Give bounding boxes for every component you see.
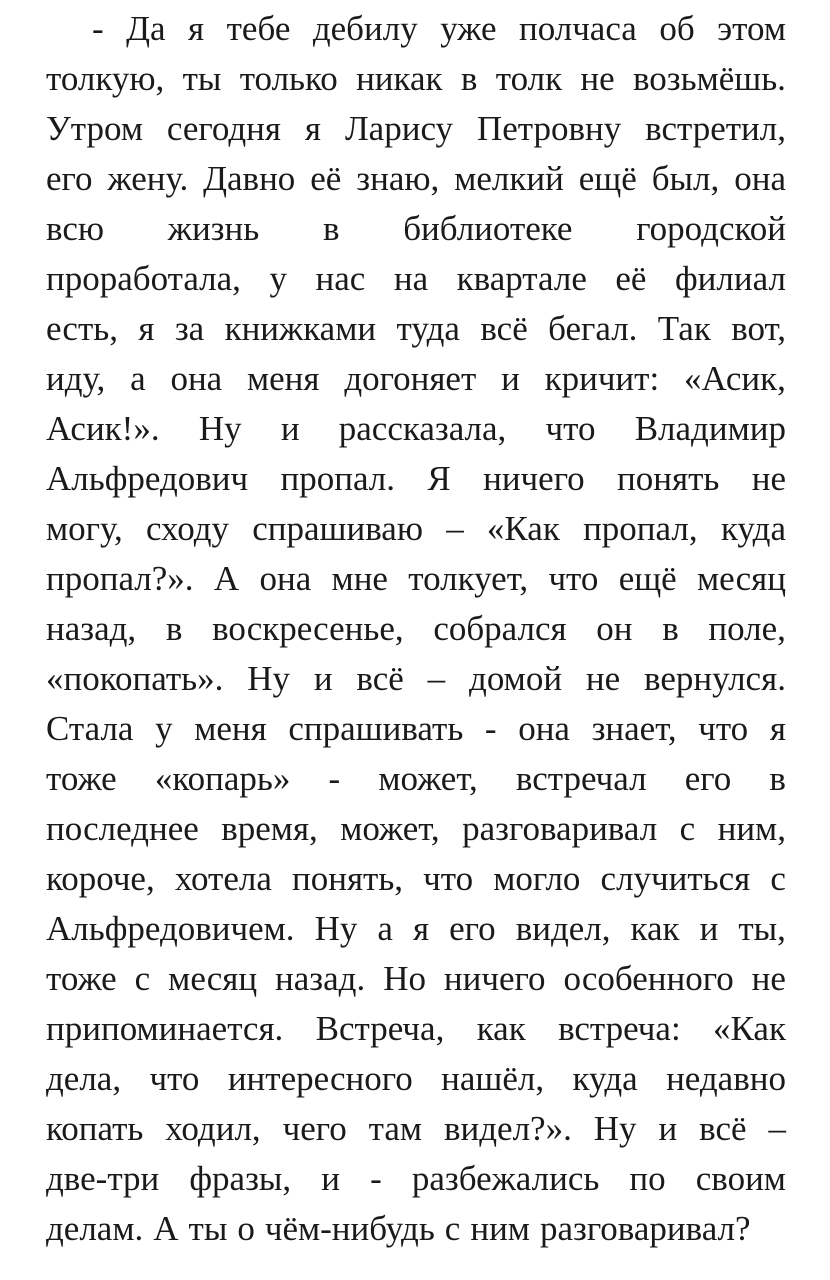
text-line — [46, 304, 786, 354]
text-line — [46, 904, 786, 954]
text-word: А — [153, 1209, 179, 1248]
text-word: у — [269, 259, 287, 298]
text-word: - — [328, 759, 341, 798]
text-word: Ларису — [344, 109, 454, 148]
text-word: - — [92, 9, 104, 48]
text-word: – — [427, 659, 446, 698]
text-word: её — [310, 159, 342, 198]
text-word: кричит: — [544, 359, 660, 398]
text-word: я — [188, 9, 205, 48]
text-word: бегал. — [548, 309, 638, 348]
text-line — [46, 754, 786, 804]
text-word: с — [134, 959, 151, 998]
text-word: мне — [331, 559, 388, 598]
text-word: «Как — [713, 1009, 786, 1048]
text-word: с — [679, 809, 696, 848]
text-word: что — [423, 859, 474, 898]
text-word: там — [368, 1109, 423, 1148]
text-word: знаю, — [356, 159, 440, 198]
text-word: куда — [720, 509, 786, 548]
text-word: Встреча, — [315, 1009, 445, 1048]
text-word: он — [596, 609, 633, 648]
text-line — [46, 254, 786, 304]
text-word: Утром — [46, 109, 143, 148]
text-word: меня — [247, 359, 320, 398]
text-word: вот, — [731, 309, 786, 348]
text-word: в — [165, 609, 183, 648]
text-word: всё — [699, 1109, 747, 1148]
text-word: всё — [480, 309, 528, 348]
text-word: пропал, — [583, 509, 698, 548]
text-word: с — [770, 859, 786, 898]
text-word: она — [518, 709, 570, 748]
text-word: Ну — [593, 1109, 637, 1148]
text-word: дебилу — [312, 9, 418, 48]
text-line — [46, 1204, 786, 1254]
text-word: фразы, — [189, 1159, 292, 1198]
text-word: что — [149, 1059, 200, 1098]
text-word: и — [280, 409, 300, 448]
text-word: встреча: — [558, 1009, 681, 1048]
text-word: пропал?». — [46, 559, 194, 598]
text-word: чего — [282, 1109, 347, 1148]
text-word: своим — [695, 1159, 786, 1198]
text-line — [46, 4, 786, 54]
text-word: библиотеке — [403, 209, 573, 248]
text-word: может, — [378, 759, 478, 798]
text-word: тоже — [46, 759, 117, 798]
text-word: встретил, — [645, 109, 786, 148]
text-word: разбежались — [411, 1159, 600, 1198]
text-word: и — [321, 1159, 341, 1198]
text-word: всю — [46, 209, 105, 248]
text-word: возьмёшь. — [633, 59, 786, 98]
text-word: делам. — [46, 1209, 144, 1248]
text-word: назад, — [46, 609, 137, 648]
text-word: этом — [717, 9, 786, 48]
text-word: две-три — [46, 1159, 160, 1198]
text-word: Так — [657, 309, 711, 348]
text-line — [46, 1004, 786, 1054]
text-word: ним, — [717, 809, 786, 848]
text-word: – — [768, 1109, 786, 1148]
text-word: чём-нибудь — [264, 1209, 435, 1248]
text-word: меня — [194, 709, 267, 748]
text-line — [46, 954, 786, 1004]
text-word: туда — [396, 309, 460, 348]
text-word: дела, — [46, 1059, 122, 1098]
text-word: она — [170, 359, 223, 398]
text-word: время, — [221, 809, 318, 848]
text-word: с — [444, 1209, 461, 1248]
text-word: филиал — [675, 259, 786, 298]
text-word: могу, — [46, 509, 123, 548]
text-word: всё — [356, 659, 404, 698]
text-word: уже — [440, 9, 497, 48]
text-word: у — [155, 709, 173, 748]
text-line — [46, 1104, 786, 1154]
text-word: ним — [470, 1209, 530, 1248]
text-word: был, — [651, 159, 720, 198]
text-word: Стала — [46, 709, 134, 748]
text-word: «покопать». — [46, 659, 224, 698]
text-word: может, — [340, 809, 440, 848]
text-word: на — [393, 259, 429, 298]
text-word: я — [138, 309, 155, 348]
text-word: спрашивать — [288, 709, 464, 748]
text-word: нашёл, — [441, 1059, 545, 1098]
text-word: тоже — [46, 959, 117, 998]
text-line — [46, 604, 786, 654]
text-word: Альфредовичем. — [46, 909, 295, 948]
text-word: припоминается. — [46, 1009, 284, 1048]
text-word: знает, — [591, 709, 677, 748]
text-word: - — [370, 1159, 382, 1198]
text-word: в — [662, 609, 679, 648]
text-word: Но — [383, 959, 426, 998]
text-word: за — [174, 309, 205, 348]
text-word: сегодня — [166, 109, 282, 148]
text-word: Петровну — [476, 109, 622, 148]
text-word: месяц — [168, 959, 258, 998]
text-word: иду, — [46, 359, 106, 398]
text-word: не — [751, 459, 786, 498]
text-word: и — [699, 909, 719, 948]
text-line — [46, 854, 786, 904]
text-word: а — [377, 909, 393, 948]
text-word: домой — [469, 659, 563, 698]
text-word: вернулся. — [644, 659, 786, 698]
text-word: толкую, — [46, 59, 165, 98]
text-word: я — [412, 909, 430, 948]
text-line — [46, 804, 786, 854]
text-word: ходил, — [165, 1109, 261, 1148]
text-word: могло — [493, 859, 581, 898]
text-word: в — [460, 59, 478, 98]
text-word: Ну — [247, 659, 290, 698]
text-word: городской — [636, 209, 786, 248]
text-word: об — [659, 9, 695, 48]
text-word: – — [446, 509, 464, 548]
text-word: ты — [182, 59, 222, 98]
text-word: что — [545, 409, 596, 448]
text-word: назад. — [275, 959, 366, 998]
text-line — [46, 204, 786, 254]
text-word: ещё — [578, 159, 637, 198]
text-word: есть, — [46, 309, 118, 348]
text-word: толк — [495, 59, 563, 98]
text-word: полчаса — [518, 9, 637, 48]
text-word: как — [476, 1009, 526, 1048]
text-line — [46, 504, 786, 554]
text-word: Ну — [314, 909, 358, 948]
text-word: куда — [572, 1059, 638, 1098]
text-word: что — [548, 559, 599, 598]
text-word: А — [213, 559, 240, 598]
paragraph — [46, 4, 786, 1254]
text-word: разговаривал? — [539, 1209, 751, 1248]
text-word: короче, — [46, 859, 155, 898]
text-line — [46, 404, 786, 454]
text-word: видел?». — [443, 1109, 572, 1148]
text-word: догоняет — [344, 359, 477, 398]
text-word: и — [313, 659, 333, 698]
text-word: нас — [315, 259, 366, 298]
text-word: его — [684, 759, 732, 798]
text-word: встречал — [515, 759, 647, 798]
text-line — [46, 104, 786, 154]
text-word: о — [237, 1209, 255, 1248]
text-word: интересного — [227, 1059, 413, 1098]
text-line — [46, 1054, 786, 1104]
text-word: ещё — [618, 559, 677, 598]
text-word: сходу — [145, 509, 230, 548]
text-line — [46, 704, 786, 754]
text-line — [46, 154, 786, 204]
text-word: не — [580, 59, 615, 98]
text-word: Асик!». — [46, 409, 160, 448]
text-word: его — [449, 909, 496, 948]
text-word: а — [130, 359, 146, 398]
text-word: она — [259, 559, 312, 598]
text-word: ты — [188, 1209, 228, 1248]
text-word: я — [769, 709, 786, 748]
text-word: Альфредович — [46, 459, 249, 498]
text-word: месяц — [697, 559, 786, 598]
text-word: воскресенье, — [212, 609, 404, 648]
text-word: рассказала, — [338, 409, 507, 448]
text-word: - — [484, 709, 497, 748]
text-word: тебе — [226, 9, 291, 48]
text-word: «Как — [486, 509, 560, 548]
text-word: по — [629, 1159, 666, 1198]
text-word: жену. — [107, 159, 189, 198]
text-word: не — [585, 659, 621, 698]
text-word: никак — [356, 59, 443, 98]
text-word: толкует, — [408, 559, 529, 598]
text-line — [46, 554, 786, 604]
text-word: она — [734, 159, 786, 198]
text-word: не — [751, 959, 786, 998]
text-word: в — [769, 759, 786, 798]
text-word: проработала, — [46, 259, 241, 298]
text-word: хотела — [174, 859, 272, 898]
text-word: Я — [427, 459, 451, 498]
text-word: «Асик, — [683, 359, 786, 398]
text-line — [46, 1154, 786, 1204]
text-word: её — [615, 259, 647, 298]
text-word: недавно — [666, 1059, 786, 1098]
text-word: поле, — [708, 609, 786, 648]
text-word: последнее — [46, 809, 199, 848]
text-word: собрался — [433, 609, 567, 648]
text-word: я — [304, 109, 322, 148]
text-word: в — [322, 209, 340, 248]
text-word: видел, — [515, 909, 611, 948]
text-word: как — [630, 909, 680, 948]
text-word: что — [698, 709, 749, 748]
text-word: Ну — [198, 409, 242, 448]
text-word: ничего — [443, 959, 546, 998]
text-word: мелкий — [454, 159, 564, 198]
text-word: ничего — [483, 459, 585, 498]
text-word: «копарь» — [154, 759, 291, 798]
text-word: ты, — [738, 909, 786, 948]
text-word: только — [239, 59, 338, 98]
text-word: его — [46, 159, 93, 198]
text-word: и — [501, 359, 520, 398]
text-word: случиться — [600, 859, 751, 898]
text-word: и — [658, 1109, 678, 1148]
text-word: квартале — [456, 259, 587, 298]
text-word: спрашиваю — [252, 509, 423, 548]
text-line — [46, 454, 786, 504]
text-word: Владимир — [634, 409, 786, 448]
text-word: особенного — [563, 959, 734, 998]
text-line — [46, 654, 786, 704]
text-word: пропал. — [280, 459, 396, 498]
text-word: разговаривал — [462, 809, 658, 848]
text-word: понять, — [291, 859, 404, 898]
text-word: понять — [617, 459, 720, 498]
text-word: Да — [126, 9, 166, 48]
text-word: Давно — [203, 159, 296, 198]
text-word: жизнь — [167, 209, 260, 248]
text-line — [46, 354, 786, 404]
text-word: копать — [46, 1109, 144, 1148]
text-word: книжками — [224, 309, 377, 348]
text-line — [46, 54, 786, 104]
